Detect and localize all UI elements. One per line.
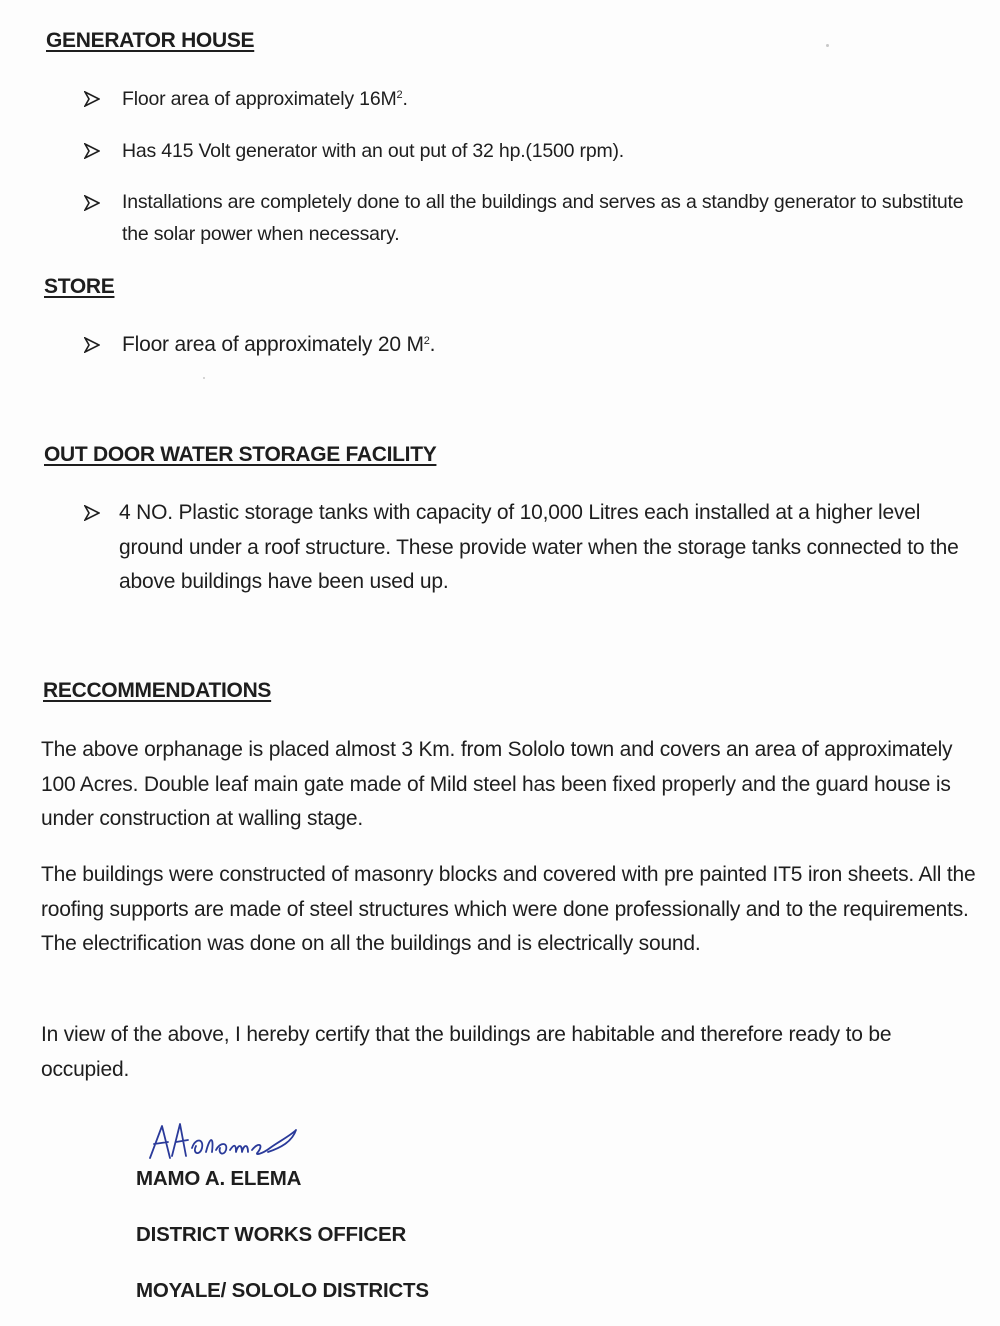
list-item bbox=[84, 186, 964, 250]
list-item-text: Floor area of approximately 20 M bbox=[122, 333, 424, 356]
list-item-text: Installations are completely done to all the buildings and serves as a standby generator to substitute the solar power when necessary. bbox=[122, 191, 964, 245]
list-item bbox=[84, 328, 964, 362]
paragraph: The above orphanage is placed almost 3 Km. from Sololo town and covers an area of approximately 100 Acres. Double leaf main gate made of Mild steel has been fixed properly and the guard house is under construction at walling stage. bbox=[41, 738, 953, 830]
superscript: 2 bbox=[423, 335, 430, 347]
section-heading-generator-house: GENERATOR HOUSE bbox=[46, 29, 255, 52]
list-item-tail: . bbox=[402, 88, 408, 110]
list-item-text: Has 415 Volt generator with an out put of 32 hp.(1500 rpm). bbox=[122, 140, 625, 162]
section-heading-store: STORE bbox=[44, 275, 115, 298]
signatory-district: MOYALE/ SOLOLO DISTRICTS bbox=[136, 1279, 429, 1302]
arrowhead-bullet-icon bbox=[84, 496, 119, 521]
section-heading-water-storage: OUT DOOR WATER STORAGE FACILITY bbox=[44, 443, 437, 466]
list-item bbox=[84, 134, 964, 168]
paper-speck bbox=[203, 377, 205, 379]
list-item bbox=[84, 82, 964, 116]
signatory-title: DISTRICT WORKS OFFICER bbox=[136, 1223, 407, 1246]
paragraph: The buildings were constructed of masonry blocks and covered with pre painted IT5 iron sheets. All the roofing supports are made of steel structures which were done professionally and to the requirements. The electrification was done on all the buildings and is electrically sound. bbox=[41, 863, 976, 955]
paragraph: In view of the above, I hereby certify that the buildings are habitable and therefore ready to be occupied. bbox=[41, 1023, 892, 1081]
list-item-text: 4 NO. Plastic storage tanks with capacity of 10,000 Litres each installed at a higher level ground under a roof structure. These provide water when the storage tanks connected to the above buildings have been used up. bbox=[119, 501, 959, 593]
superscript: 2 bbox=[396, 89, 403, 101]
arrowhead-bullet-icon bbox=[84, 186, 122, 211]
list-item bbox=[84, 496, 964, 600]
section-heading-recommendations: RECCOMMENDATIONS bbox=[43, 679, 272, 702]
paper-speck bbox=[826, 44, 829, 47]
list-item-tail: . bbox=[429, 333, 436, 356]
handwritten-signature bbox=[140, 1108, 310, 1173]
arrowhead-bullet-icon bbox=[84, 134, 122, 159]
list-item-text: Floor area of approximately 16M bbox=[122, 88, 397, 110]
signatory-name: MAMO A. ELEMA bbox=[136, 1167, 302, 1190]
arrowhead-bullet-icon bbox=[84, 82, 122, 107]
arrowhead-bullet-icon bbox=[84, 328, 122, 353]
